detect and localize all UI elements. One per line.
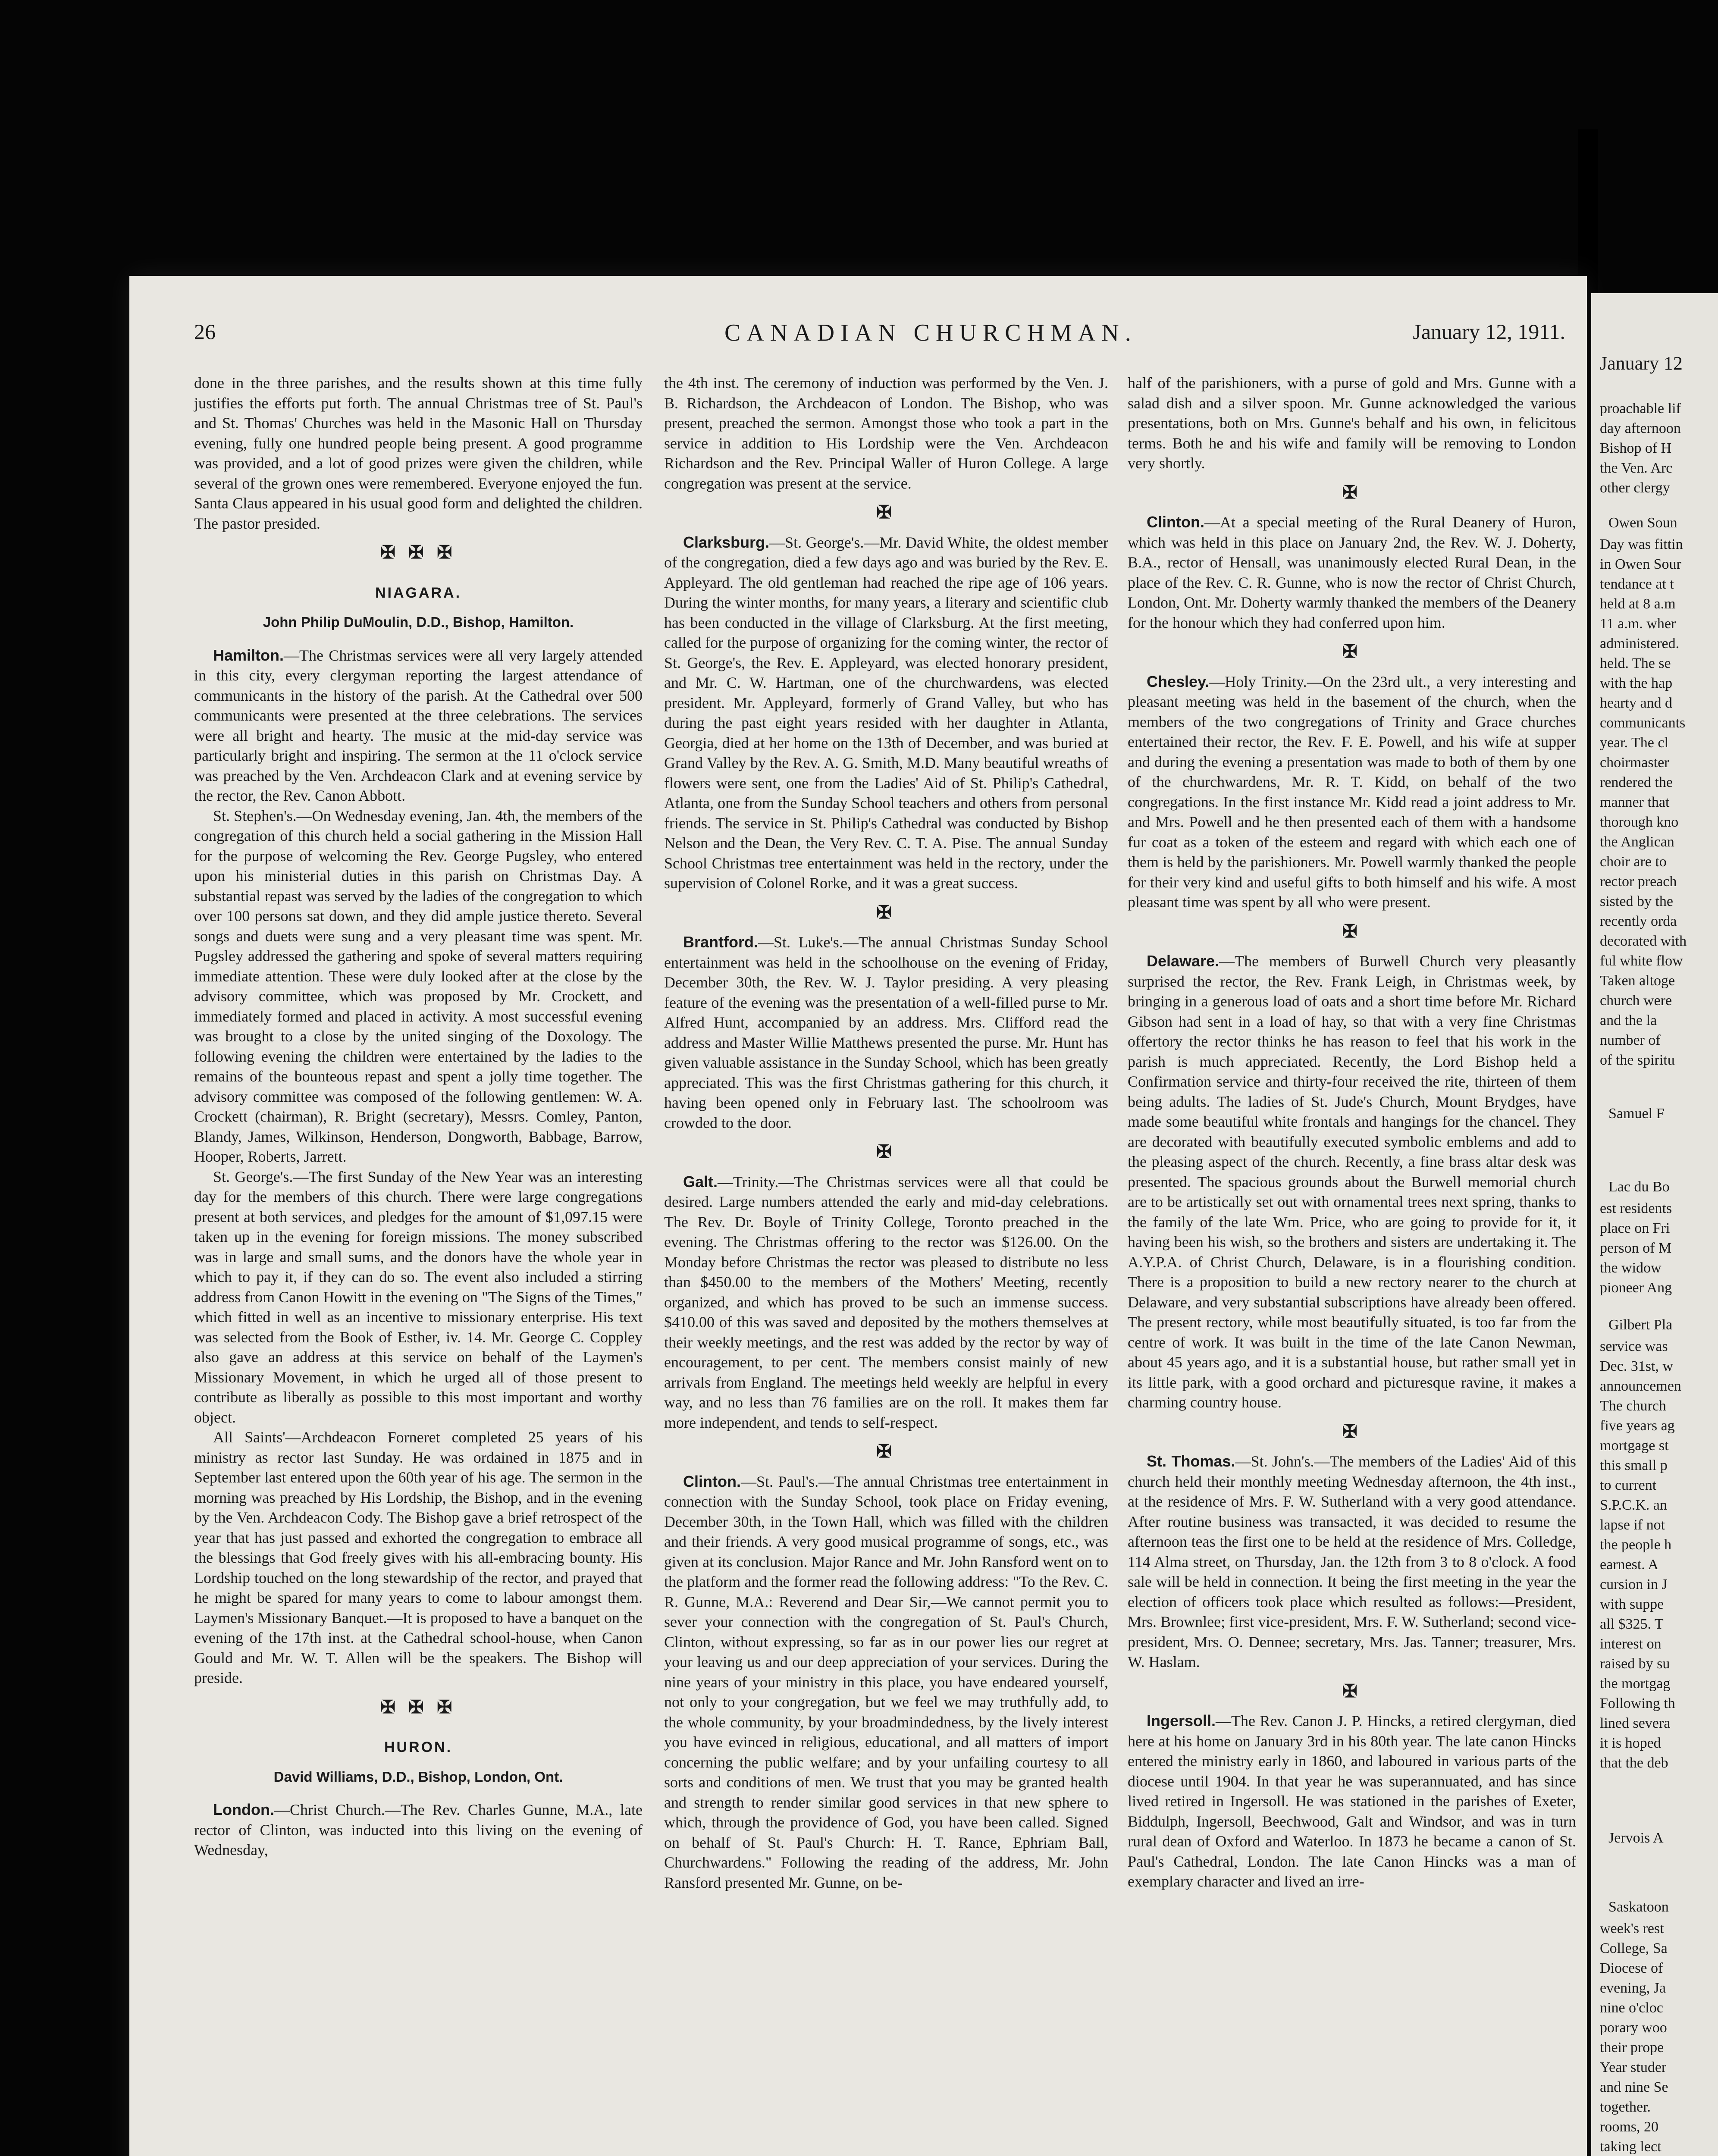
item-divider: ✠ xyxy=(1342,921,1362,942)
facing-lines xyxy=(1600,1919,1671,2156)
article-paragraph: All Saints'—Archdeacon Forneret completed 25 years of his ministry as rector last Sunday. He was ordained in 1875 and in September last entered upon the 60th year of his age. The sermon in the morning was preached by His Lordship, the Bishop, and in the evening by the Ven. Archdeacon Cody. The Bishop gave a brief retrospect of the year that has just passed and exhorted the congregation to embrace all the blessings that God freely gives with his all-embracing bounty. His Lordship touched on the long stewardship of the rector, and prayed that he might be spared for many years to come to labour amongst them. Laymen's Missionary Banquet.—It is proposed to have a banquet on the evening of the 17th inst. at the Cathedral school-house, when Canon Gould and Mr. W. T. Allen will be the speakers. The Bishop will preside. xyxy=(194,1429,643,1686)
item-divider: ✠ xyxy=(1342,642,1362,662)
article-text: —St. Paul's.—The annual Christmas tree entertainment in connection with the Sunday School, took place on Friday evening, December 30th, in the Town Hall, which was filled with the children and their friends. A very good musical programme of songs, etc., was given at its conclusion. Major Rance and Mr. John Ransford went on to the platform and the former read the following address: "To the Rev. C. R. Gunne, M.A.: Reverend and Dear Sir,—We cannot permit you to sever your connection with the congregation of St. Paul's Church, Clinton, without expressing, so far as in our power lies our regret at your leaving us and our deep appreciation of your services. During the nine years of your ministry in this place, you have endeared yourself, not only to your congregation, but we feel we may truthfully add, to the whole community, by your broadmindedness, by the lively interest you have evinced in religious, educational, and all matters of import concerning the public welfare; and by your unfailing courtesy to all sorts and conditions of men. We trust that you may be granted health and strength to render similar good services in that new sphere to which, through the providence of God, you have been called. Signed on behalf of St. Paul's Church: H. T. Rance, Ephriam Ball, Churchwardens." Following the reading of the address, Mr. John Ransford presented Mr. Gunne, on be- xyxy=(664,1473,1108,1891)
facing-line: week's rest xyxy=(1600,1921,1664,1937)
facing-line: church were xyxy=(1600,993,1672,1009)
facing-line: evening, Ja xyxy=(1600,1980,1666,1996)
bishop-line: John Philip DuMoulin, D.D., Bishop, Hamilton. xyxy=(263,614,574,630)
item-divider: ✠ xyxy=(876,503,896,523)
place-name: St. Thomas. xyxy=(1147,1452,1235,1470)
facing-line: administered. xyxy=(1600,636,1680,652)
facing-line: Taken altoge xyxy=(1600,973,1675,989)
facing-page-edge xyxy=(1591,293,1718,2156)
facing-line: mortgage st xyxy=(1600,1438,1669,1454)
facing-heading: Jervois A xyxy=(1608,1830,1664,1846)
article-paragraph xyxy=(664,932,1108,1133)
facing-line: rector preach xyxy=(1600,874,1677,890)
facing-line: person of M xyxy=(1600,1240,1672,1256)
facing-line: hearty and d xyxy=(1600,695,1673,711)
masthead-title: CANADIAN CHURCHMAN. xyxy=(724,320,1137,346)
facing-line: year. The cl xyxy=(1600,735,1668,751)
place-name: Hamilton. xyxy=(213,646,284,664)
facing-lines xyxy=(1600,535,1687,1070)
facing-line: number of xyxy=(1600,1032,1661,1048)
facing-line: other clergy xyxy=(1600,480,1670,496)
article-paragraph xyxy=(1128,1451,1576,1672)
place-name: Ingersoll. xyxy=(1147,1712,1216,1730)
item-divider: ✠ xyxy=(876,1442,896,1462)
newspaper-page xyxy=(129,276,1587,2156)
facing-heading: Gilbert Pla xyxy=(1608,1317,1673,1333)
facing-line: decorated with xyxy=(1600,933,1687,949)
facing-line: their prope xyxy=(1600,2040,1664,2056)
facing-line: all $325. T xyxy=(1600,1616,1664,1632)
article-text: —The Rev. Canon J. P. Hincks, a retired clergyman, died here at his home on January 3rd in his 80th year. The late canon Hincks entered the ministry early in 1860, and laboured in various parts of the diocese until 1904. In that year he was superannuated, and has since lived retired in Ingersoll. He was stationed in the parishes of Exeter, Biddulph, Ingersoll, Beechwood, Galt and Windsor, and was in turn rural dean of Oxford and Waterloo. In 1873 he became a canon of St. Paul's Cathedral, London. The late Canon Hincks was a man of exemplary character and lived an irre- xyxy=(1128,1712,1576,1890)
facing-line: communicants xyxy=(1600,715,1686,731)
article-text: —Holy Trinity.—On the 23rd ult., a very interesting and pleasant meeting was held in the basement of the church, when the members of the two congregations of Trinity and Grace churches entertained their rector, the Rev. F. E. Powell, and his wife at supper and during the evening a presentation was made to both of them by one of the churchwardens, Mr. R. T. Kidd, on behalf of the two congregations. In the first instance Mr. Kidd read a joint address to Mr. and Mrs. Powell and he then presented each of them with a handsome fur coat as a token of the esteem and regard with which each one of them is held by the parishioners. Mr. Powell warmly thanked the people for their very kind and useful gifts to both himself and his wife. A most pleasant time was spent by all who were present. xyxy=(1128,673,1576,911)
facing-line: earnest. A xyxy=(1600,1557,1658,1573)
facing-line: Bishop of H xyxy=(1600,440,1672,456)
facing-line: lapse if not xyxy=(1600,1517,1665,1533)
article-text: —The Christmas services were all very largely attended in this city, every clergyman reporting the largest attendance of communicants in the history of the parish. At the Cathedral over 500 communicants were presented at the three celebrations. The services were all bright and hearty. The music at the mid-day service was particularly bright and inspiring. The sermon at the 11 o'clock service was preached by the Ven. Archdeacon Clark and at evening service by the rector, the Rev. Canon Abbott. xyxy=(194,646,643,804)
facing-line: Diocese of xyxy=(1600,1960,1663,1976)
facing-line: thorough kno xyxy=(1600,814,1679,830)
facing-line: of the spiritu xyxy=(1600,1052,1675,1068)
place-name: Chesley. xyxy=(1147,672,1210,690)
item-divider: ✠ xyxy=(876,903,896,923)
page-header xyxy=(194,319,1583,354)
item-divider: ✠ xyxy=(1342,1681,1362,1702)
place-name: Clarksburg. xyxy=(683,533,770,551)
facing-line: the widow xyxy=(1600,1260,1662,1276)
facing-line: taking lect xyxy=(1600,2139,1662,2155)
facing-line: held at 8 a.m xyxy=(1600,596,1676,612)
facing-lines xyxy=(1600,1337,1681,1773)
facing-lines xyxy=(1600,399,1681,498)
facing-line: the people h xyxy=(1600,1537,1672,1553)
facing-line: Following th xyxy=(1600,1695,1675,1711)
facing-line: that the deb xyxy=(1600,1755,1668,1771)
facing-line: nine o'cloc xyxy=(1600,2000,1663,2016)
facing-line: recently orda xyxy=(1600,913,1677,929)
diocese-heading: HURON. xyxy=(384,1739,453,1755)
article-text: —Trinity.—The Christmas services were all that could be desired. Large numbers attended the early and mid-day celebrations. The Rev. Dr. Boyle of Trinity College, Toronto preached in the evening. The Christmas offering to the rector was $126.00. On the Monday before Christmas the rector was pleased to distribute no less than $450.00 to the members of the Mothers' Meeting, recently organized, and which has proved to be such an immense success. $410.00 of this was saved and deposited by the mothers themselves at their weekly meetings, and the rest was added by the rector by way of encouragement, to per cent. The members consist mainly of new arrivals from England. The meetings held weekly are helpful in every way, and no less than 76 families are on the roll. It makes them far more independent, and tends to self-respect. xyxy=(664,1173,1108,1431)
diocese-heading: NIAGARA. xyxy=(375,584,462,601)
facing-line: 11 a.m. wher xyxy=(1600,616,1676,632)
article-text: —At a special meeting of the Rural Deanery of Huron, which was held in this place on January 2nd, the Rev. W. J. Doherty, B.A., rector of Hensall, was unanimously elected Rural Dean, in the place of the Rev. C. R. Gunne, who is now the rector of Christ Church, London, Ont. Mr. Doherty warmly thanked the members of the Deanery for the honour which they had conferred upon him. xyxy=(1128,514,1576,631)
article-paragraph: the 4th inst. The ceremony of induction was performed by the Ven. J. B. Richardson, the Archdeacon of London. The Bishop, who was present, preached the sermon. Amongst those who took a part in the service in addition to His Lordship were the Ven. Archdeacon Richardson and the Rev. Principal Waller of Huron College. A large congregation was present at the service. xyxy=(664,374,1108,492)
section-divider: ✠ ✠ ✠ xyxy=(380,543,457,563)
column-3 xyxy=(1128,373,1576,1892)
facing-line: with suppe xyxy=(1600,1596,1664,1612)
facing-line: manner that xyxy=(1600,794,1670,810)
facing-heading: Lac du Bo xyxy=(1608,1179,1670,1195)
facing-line: held. The se xyxy=(1600,655,1671,671)
facing-line: S.P.C.K. an xyxy=(1600,1497,1667,1513)
page-number: 26 xyxy=(194,320,216,344)
facing-line: place on Fri xyxy=(1600,1220,1670,1236)
facing-heading: Saskatoon xyxy=(1608,1899,1669,1915)
article-paragraph xyxy=(1128,672,1576,912)
column-1 xyxy=(194,373,643,1860)
facing-line: announcemen xyxy=(1600,1378,1681,1394)
facing-line: raised by su xyxy=(1600,1656,1670,1672)
facing-line: the Anglican xyxy=(1600,834,1674,850)
section-divider: ✠ ✠ ✠ xyxy=(380,1697,457,1717)
facing-line: the Ven. Arc xyxy=(1600,460,1673,476)
facing-line: choirmaster xyxy=(1600,755,1669,771)
place-name: Galt. xyxy=(683,1172,718,1191)
facing-line: proachable lif xyxy=(1600,401,1681,417)
article-paragraph xyxy=(1128,951,1576,1413)
facing-line: lined severa xyxy=(1600,1715,1671,1731)
facing-line: it is hoped xyxy=(1600,1735,1661,1751)
facing-line: interest on xyxy=(1600,1636,1662,1652)
facing-line: the mortgag xyxy=(1600,1676,1671,1692)
article-paragraph: St. Stephen's.—On Wednesday evening, Jan. 4th, the members of the congregation of this church held a social gathering in the Mission Hall for the purpose of welcoming the Rev. George Pugsley, who entered upon his ministerial duties in this parish on Christmas Day. A substantial repast was served by the ladies of the congregation to which over 100 persons sat down, and they did ample justice thereto. Several songs and duets were sung and a very pleasant time was spent. Mr. Pugsley addressed the gathering and spoke of several matters requiring immediate attention. These were duly looked after at the close by the advisory committee, which was proposed by Mr. Crockett, and immediately formed and placed in activity. A most successful evening was brought to a close by the united singing of the Doxology. The following evening the children were entertained by the ladies to the remains of the bounteous repast and spent a jolly time together. The advisory committee was composed of the following gentlemen: W. A. Crockett (chairman), R. Bright (secretary), Messrs. Comley, Panton, Blandy, James, Wilkinson, Henderson, Dongworth, Babbage, Barrow, Hooper, Roberts, Jarrett. xyxy=(194,807,643,1165)
facing-line: pioneer Ang xyxy=(1600,1280,1672,1296)
place-name: Clinton. xyxy=(1147,513,1204,531)
facing-line: cursion in J xyxy=(1600,1576,1668,1592)
article-paragraph xyxy=(194,646,643,806)
bishop-line: David Williams, D.D., Bishop, London, Ont. xyxy=(273,1768,563,1785)
article-paragraph: half of the parishioners, with a purse of gold and Mrs. Gunne with a salad dish and a silver spoon. Mr. Gunne acknowledged the various presentations, both on Mrs. Gunne's behalf and his own, in felicitous terms. Both he and his wife and family will be removing to London very shortly. xyxy=(1128,374,1576,472)
facing-heading: Owen Soun xyxy=(1608,515,1677,531)
article-paragraph xyxy=(664,533,1108,893)
article-text: —The members of Burwell Church very pleasantly surprised the rector, the Rev. Frank Leigh, in Christmas week, by bringing in a generous load of oats and a short time before Mr. Richard Gibson had sent in a load of hay, so that with a very fine Christmas offertory the rector thinks he has reason to feel that his work in the parish is much appreciated. Recently, the Lord Bishop held a Confirmation service and thirty-four received the rite, thirteen of them being adults. The ladies of St. Jude's Church, Mount Brydges, have made some beautiful white frontals and hangings for the chancel. They are decorated with beautifully executed symbolic emblems and add to the pleasing aspect of the church. Recently, a fine brass altar desk was presented. The spacious grounds about the Burwell memorial church are to be artistically set out with ornamental trees next spring, thanks to the family of the late Wm. Price, who are going to provide for it, it having been his wish, so the brothers and sisters are undertaking it. The A.Y.P.A. of Christ Church, Delaware, is in a flourishing condition. There is a proposition to build a new rectory nearer to the church at Delaware, and very substantial subscriptions have already been offered. The present rectory, while most beautifully situated, is too far from the centre of work. It was built in the time of the late Canon Newman, about 45 years ago, and it is a substantial house, but rather small yet in its little park, with a good orchard and picturesque ravine, it makes a charming country house. xyxy=(1128,953,1576,1411)
facing-line: five years ag xyxy=(1600,1418,1675,1434)
article-paragraph xyxy=(664,1472,1108,1893)
facing-line: est residents xyxy=(1600,1200,1672,1216)
article-text: —St. Luke's.—The annual Christmas Sunday School entertainment was held in the schoolhouse on the evening of Friday, December 30th, the Rev. W. J. Taylor presiding. A very pleasing feature of the evening was the presentation of a well-filled purse to Mr. Alfred Hunt, accompanied by an address. Mrs. Clifford read the address and Master Willie Matthews presented the purse. Mr. Hunt has given valuable assistance in the Sunday School, which has been greatly appreciated. This was the first Christmas gathering for this church, it having been opened only in February last. The schoolroom was crowded to the door. xyxy=(664,934,1108,1131)
facing-line: in Owen Sour xyxy=(1600,556,1681,572)
item-divider: ✠ xyxy=(876,1142,896,1162)
article-text: —St. John's.—The members of the Ladies' Aid of this church held their monthly meeting Wednesday afternoon, the 4th inst., at the residence of Mrs. F. W. Sutherland with a very good attendance. After routine business was transacted, it was decided to resume the afternoon teas the first one to be held at the residence of Mrs. Colledge, 114 Alma street, on Thursday, Jan. the 12th from 3 to 8 o'clock. A food sale will be held in connection. It being the first meeting in the year the election of officers took place which resulted as follows:—President, Mrs. Brownlee; first vice-president, Mrs. F. W. Sutherland; second vice-president, Mrs. O. Dennee; secretary, Mrs. Jas. Tanner; treasurer, Mrs. W. Haslam. xyxy=(1128,1453,1576,1670)
item-divider: ✠ xyxy=(1342,483,1362,503)
article-text: —Christ Church.—The Rev. Charles Gunne, M.A., late rector of Clinton, was inducted into this living on the evening of Wednesday, xyxy=(194,1801,643,1858)
facing-heading: Samuel F xyxy=(1608,1106,1665,1122)
facing-line: service was xyxy=(1600,1338,1668,1354)
place-name: London. xyxy=(213,1801,274,1818)
facing-line: Day was fittin xyxy=(1600,536,1683,552)
facing-line: this small p xyxy=(1600,1457,1668,1473)
facing-line: together. xyxy=(1600,2099,1651,2115)
column-2 xyxy=(664,373,1108,1893)
facing-line: choir are to xyxy=(1600,854,1667,870)
facing-line: and nine Se xyxy=(1600,2079,1668,2095)
facing-line: The church xyxy=(1600,1398,1666,1414)
facing-line: rendered the xyxy=(1600,774,1673,790)
article-paragraph: done in the three parishes, and the results shown at this time fully justifies the efforts put forth. The annual Christmas tree of St. Paul's and St. Thomas' Churches was held in the Masonic Hall on Thursday evening, fully one hundred people being present. A good programme was provided, and a lot of good prizes were given the children, while several of the grown ones were remembered. Everyone enjoyed the fun. Santa Claus appeared in his usual good form and delighted the children. The pastor presided. xyxy=(194,374,643,532)
article-paragraph xyxy=(194,1800,643,1860)
facing-line: porary woo xyxy=(1600,2020,1667,2036)
article-paragraph xyxy=(1128,1711,1576,1892)
facing-line: Year studer xyxy=(1600,2059,1667,2075)
facing-line: Dec. 31st, w xyxy=(1600,1358,1673,1374)
facing-line: rooms, 20 xyxy=(1600,2119,1658,2135)
facing-line: to current xyxy=(1600,1477,1657,1493)
facing-line: day afternoon xyxy=(1600,420,1681,436)
place-name: Delaware. xyxy=(1147,952,1220,970)
facing-line: tendance at t xyxy=(1600,576,1674,592)
facing-line: ful white flow xyxy=(1600,953,1683,969)
article-text: —St. George's.—Mr. David White, the oldest member of the congregation, died a few days ago and was buried by the Rev. E. Appleyard. The old gentleman had reached the ripe age of 106 years. During the winter months, for many years, a literary and scientific club has been conducted in the village of Clarksburg. At the first meeting, called for the purpose of organizing for the coming winter, the rector of St. George's, the Rev. E. Appleyard, was elected honorary president, and Mr. C. W. Hartman, one of the churchwardens, was elected president. Mr. Appleyard, formerly of Grand Valley, but who has during the past eight years resided with her daughter in Atlanta, Georgia, died at her home on the 13th of December, and was buried at Grand Valley by the Rev. A. G. Smith, M.D. Many beautiful wreaths of flowers were sent, one from the Ladies' Aid of St. Philip's Cathedral, Atlanta, one from the Sunday School teachers and others from personal friends. The service in St. Philip's Cathedral was conducted by Bishop Nelson and the Dean, the Very Rev. C. T. A. Pise. The annual Sunday School Christmas tree entertainment was held in the rectory, under the supervision of Colonel Rorke, and it was a great success. xyxy=(664,533,1108,892)
place-name: Brantford. xyxy=(683,933,758,951)
item-divider: ✠ xyxy=(1342,1422,1362,1442)
place-name: Clinton. xyxy=(683,1472,741,1490)
article-paragraph xyxy=(664,1172,1108,1433)
facing-line: College, Sa xyxy=(1600,1940,1668,1956)
facing-line: with the hap xyxy=(1600,675,1673,691)
article-paragraph xyxy=(1128,512,1576,633)
facing-line: and the la xyxy=(1600,1012,1657,1028)
facing-lines xyxy=(1600,1199,1672,1298)
facing-line: sisted by the xyxy=(1600,893,1673,909)
facing-page-date: January 12 xyxy=(1600,353,1683,374)
article-paragraph: St. George's.—The first Sunday of the New Year was an interesting day for the members of this church. There were large congregations present at both services, and pledges for the amount of $1,097.15 were taken up in the evening for foreign missions. The money subscribed was in large and small sums, and the donors have the whole year in which to pay it, if they can do so. The event also included a stirring address from Canon Howitt in the evening on "The Signs of the Times," which fitted in well as an incentive to missionary enterprise. His text was selected from the Book of Esther, iv. 14. Mr. George C. Coppley also gave an address at this service on behalf of the Laymen's Missionary Movement, in which he urged all of those present to contribute as liberally as possible to this most important and worthy object. xyxy=(194,1168,643,1426)
issue-date: January 12, 1911. xyxy=(1413,320,1565,344)
